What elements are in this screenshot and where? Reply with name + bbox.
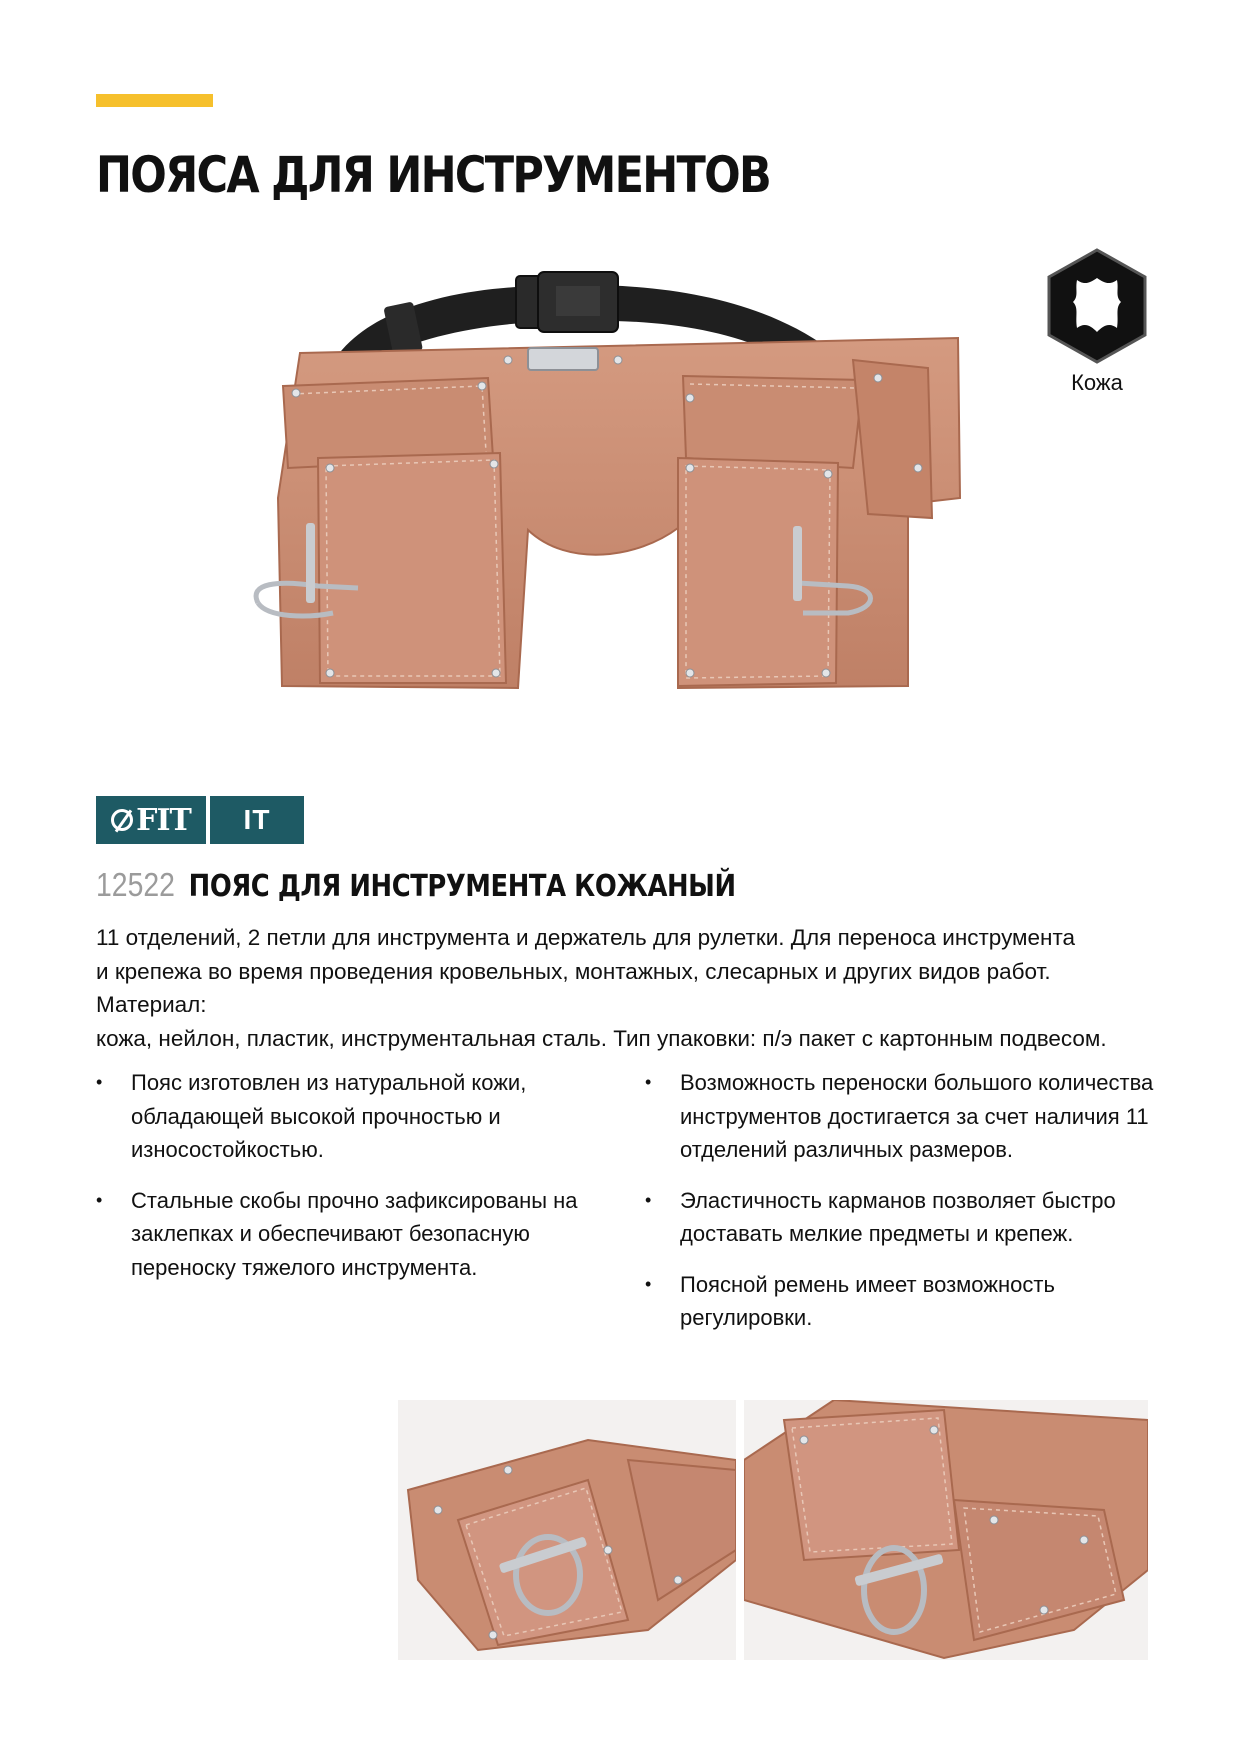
leather-badge xyxy=(1037,246,1157,396)
tool-belt-photo xyxy=(238,268,998,700)
feature-item: • Возможность переноски большого количества инструментов достигается за счет наличия 11 отделений различных размеров. xyxy=(645,1066,1165,1167)
brand-logo xyxy=(96,796,304,844)
product-description xyxy=(96,921,1166,1055)
leather-hide-icon xyxy=(1043,246,1151,366)
description-line: 11 отделений, 2 петли для инструмента и держатель для рулетки. Для переноса инструмента xyxy=(96,925,1076,950)
page-title: ПОЯСА ДЛЯ ИНСТРУМЕНТОВ xyxy=(96,146,771,204)
detail-photo-loop xyxy=(398,1400,736,1660)
detail-photo-pockets xyxy=(744,1400,1148,1660)
accent-bar xyxy=(96,94,213,107)
features-left xyxy=(96,1066,616,1301)
it-logo: IT xyxy=(210,796,304,844)
product-name: ПОЯС ДЛЯ ИНСТРУМЕНТА КОЖАНЫЙ xyxy=(188,869,736,904)
feature-item: • Поясной ремень имеет возможность регулировки. xyxy=(645,1268,1165,1335)
description-line: и крепежа во время проведения кровельных, монтажных, слесарных и других видов работ. Материал: xyxy=(96,958,1051,1017)
product-sku: 12522 xyxy=(96,866,175,903)
feature-item: • Эластичность карманов позволяет быстро доставать мелкие предметы и крепеж. xyxy=(645,1184,1165,1251)
leather-label: Кожа xyxy=(1071,370,1123,395)
features-right xyxy=(645,1066,1165,1352)
feature-item: • Стальные скобы прочно зафиксированы на заклепках и обеспечивают безопасную переноску тяжелого инструмента. xyxy=(96,1184,616,1285)
fit-mark-icon xyxy=(111,809,133,831)
feature-item: • Пояс изготовлен из натуральной кожи, обладающей высокой прочностью и износостойкостью. xyxy=(96,1066,616,1167)
description-line: кожа, нейлон, пластик, инструментальная сталь. Тип упаковки: п/э пакет с картонным подвесом. xyxy=(96,1025,1107,1051)
fit-logo: FIT xyxy=(96,796,206,844)
product-heading xyxy=(96,866,736,904)
